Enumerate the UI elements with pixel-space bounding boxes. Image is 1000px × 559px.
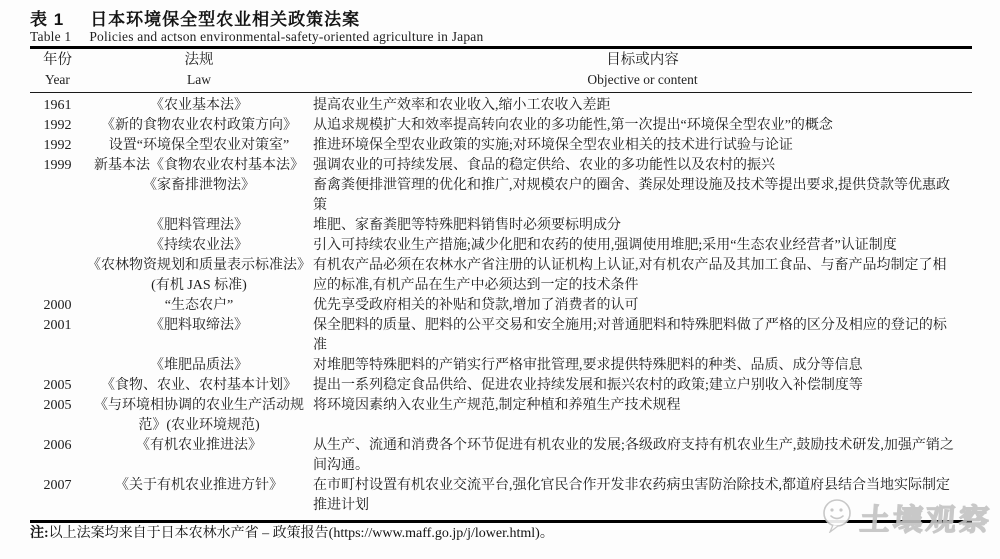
table-title-cn: 日本环境保全型农业相关政策法案 xyxy=(90,10,361,29)
table-row xyxy=(30,156,972,176)
note-label: 注: xyxy=(30,526,49,541)
content-cell: 保全肥料的质量、肥料的公平交易和安全施用;对普通肥料和特殊肥料做了严格的区分及相应的登记的标准 xyxy=(313,318,947,353)
year-cell: 2007 xyxy=(43,478,72,493)
table-caption-en xyxy=(30,29,483,45)
table-row xyxy=(30,376,972,396)
year-cell xyxy=(30,216,85,236)
law-cell: “生态农户” xyxy=(164,298,234,313)
content-cell: 在市町村设置有机农业交流平台,强化官民合作开发非农药病虫害防治除技术,都道府县结合当地实际制定推进计划 xyxy=(313,478,950,513)
law-cell: 《农业基本法》 xyxy=(150,98,248,113)
year-cell: 1999 xyxy=(43,158,72,173)
year-cell: 2005 xyxy=(43,378,72,393)
content-cell: 从生产、流通和消费各个环节促进有机农业的发展;各级政府支持有机农业生产,鼓励技术研发,加强产销之间沟通。 xyxy=(313,438,954,473)
content-cell: 引入可持续农业生产措施;减少化肥和农药的使用,强调使用堆肥;采用“生态农业经营者”认证制度 xyxy=(313,238,897,253)
year-cell: 2001 xyxy=(43,318,72,333)
content-cell: 畜禽粪便排泄管理的优化和推广,对规模农户的圈舍、粪尿处理设施及技术等提出要求,提供贷款等优惠政策 xyxy=(313,178,950,213)
table-row xyxy=(30,176,972,216)
law-cell: 新基本法《食物农业农村基本法》 xyxy=(94,158,304,173)
law-cell: 《农林物资规划和质量表示标准法》(有机 JAS 标准) xyxy=(87,258,311,293)
header-objective: 目标或内容 Objective or content xyxy=(587,52,698,87)
year-cell: 2006 xyxy=(43,438,72,453)
table-row xyxy=(30,216,972,236)
table-caption-cn xyxy=(30,5,360,30)
table-row xyxy=(30,136,972,156)
table-number-cn: 表 1 xyxy=(30,10,65,29)
year-cell xyxy=(30,356,85,376)
content-cell: 将环境因素纳入农业生产规范,制定种植和养殖生产技术规程 xyxy=(313,398,681,413)
year-cell xyxy=(30,176,85,216)
table-row xyxy=(30,296,972,316)
table-row xyxy=(30,316,972,356)
content-cell: 提出一系列稳定食品供给、促进农业持续发展和振兴农村的政策;建立户别收入补偿制度等 xyxy=(313,378,863,393)
table-body xyxy=(30,93,972,520)
year-cell: 2000 xyxy=(43,298,72,313)
law-cell: 《关于有机农业推进方针》 xyxy=(115,478,283,493)
watermark xyxy=(820,495,992,539)
year-cell: 2005 xyxy=(43,398,72,413)
year-cell: 1961 xyxy=(43,98,72,113)
law-cell: 《家畜排泄物法》 xyxy=(143,178,255,193)
table-row xyxy=(30,396,972,436)
year-cell xyxy=(30,236,85,256)
year-cell: 1992 xyxy=(43,138,72,153)
table-row xyxy=(30,356,972,376)
law-cell: 《肥料管理法》 xyxy=(150,218,248,233)
content-cell: 堆肥、家畜粪肥等特殊肥料销售时必须要标明成分 xyxy=(313,218,621,233)
table-row xyxy=(30,236,972,256)
content-cell: 优先享受政府相关的补贴和贷款,增加了消费者的认可 xyxy=(313,298,639,313)
law-cell: 《堆肥品质法》 xyxy=(150,358,248,373)
content-cell: 有机农产品必须在农林水产省注册的认证机构上认证,对有机农产品及其加工食品、与畜产品均制定了相应的标准,有机产品在生产中必须达到一定的技术条件 xyxy=(313,258,947,293)
content-cell: 强调农业的可持续发展、食品的稳定供给、农业的多功能性以及农村的振兴 xyxy=(313,158,775,173)
header-year: 年份 Year xyxy=(43,52,72,87)
watermark-text: 土壤观察 xyxy=(858,504,993,537)
table-title-en: Policies and actson environmental-safety-oriented agriculture in Japan xyxy=(89,29,484,44)
policy-table xyxy=(30,46,972,523)
law-cell: 设置“环境保全型农业对策室” xyxy=(108,138,290,153)
law-cell: 《与环境相协调的农业生产活动规范》(农业环境规范) xyxy=(94,398,304,433)
header-law: 法规 Law xyxy=(184,52,214,87)
law-cell: 《新的食物农业农村政策方向》 xyxy=(101,118,297,133)
table-row xyxy=(30,116,972,136)
content-cell: 从追求规模扩大和效率提高转向农业的多功能性,第一次提出“环境保全型农业”的概念 xyxy=(313,118,833,133)
table-number-en: Table 1 xyxy=(30,29,72,44)
content-cell: 推进环境保全型农业政策的实施;对环境保全型农业相关的技术进行试验与论证 xyxy=(313,138,793,153)
year-cell xyxy=(30,256,85,296)
table-header xyxy=(30,49,972,93)
law-cell: 《持续农业法》 xyxy=(150,238,248,253)
content-cell: 对堆肥等特殊肥料的产销实行严格审批管理,要求提供特殊肥料的种类、品质、成分等信息 xyxy=(313,358,863,373)
year-cell: 1992 xyxy=(43,118,72,133)
note-text: 以上法案均来自于日本农林水产省 – 政策报告(https://www.maff.go.jp/j/lower.html)。 xyxy=(48,526,554,541)
table-row xyxy=(30,256,972,296)
content-cell: 提高农业生产效率和农业收入,缩小工农收入差距 xyxy=(313,98,611,113)
table-row xyxy=(30,96,972,116)
law-cell: 《肥料取缔法》 xyxy=(150,318,248,333)
table-row xyxy=(30,436,972,476)
law-cell: 《食物、农业、农村基本计划》 xyxy=(101,378,297,393)
law-cell: 《有机农业推进法》 xyxy=(136,438,262,453)
mascot-icon xyxy=(820,497,854,538)
